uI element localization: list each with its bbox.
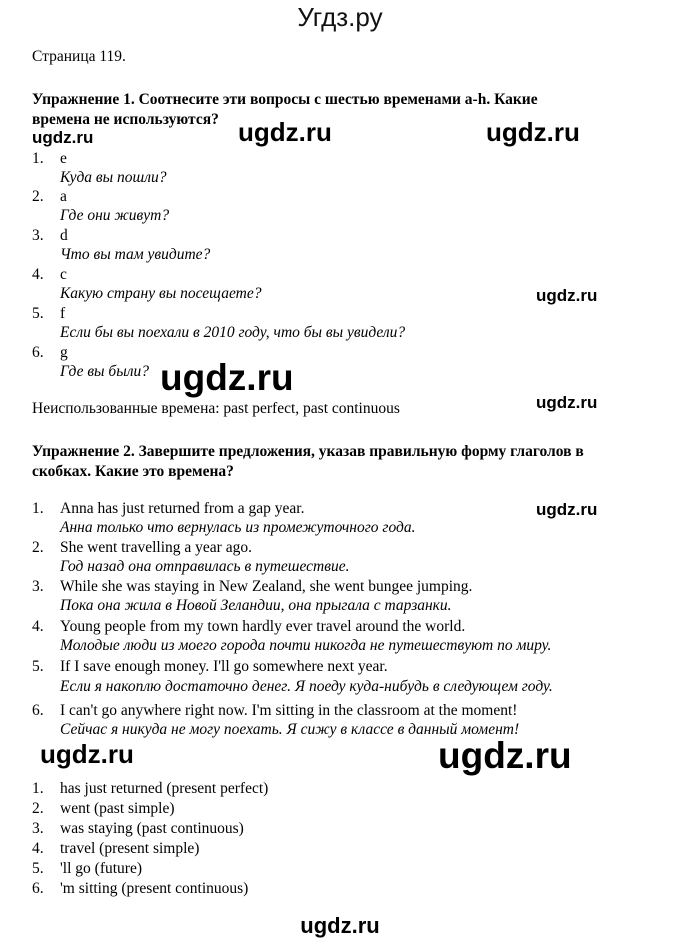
answer-text: has just returned (present perfect) bbox=[60, 780, 269, 797]
answer-num: 3. bbox=[32, 820, 44, 837]
answer-text: was staying (past continuous) bbox=[60, 820, 244, 837]
answer-num: 1. bbox=[32, 780, 44, 797]
exercise1-heading: Упражнение 1. Соотнесите эти вопросы с шестью временами a-h. Какие времена не используются? bbox=[32, 91, 538, 128]
watermark: ugdz.ru bbox=[536, 393, 598, 412]
answer-num: 5. bbox=[32, 860, 44, 877]
answer-text: went (past simple) bbox=[60, 800, 175, 817]
ex2-item-english: I can't go anywhere right now. I'm sitting in the classroom at the moment! bbox=[60, 702, 518, 719]
ex2-item-english: She went travelling a year ago. bbox=[60, 539, 252, 556]
ex1-item-answer: e bbox=[60, 150, 67, 167]
ex2-item-english: Anna has just returned from a gap year. bbox=[60, 500, 305, 517]
answer-text: 'll go (future) bbox=[60, 860, 142, 877]
ex1-item-answer: a bbox=[60, 188, 67, 205]
watermark: ugdz.ru bbox=[438, 735, 572, 776]
watermark-footer: ugdz.ru bbox=[300, 913, 380, 938]
answer-text: travel (present simple) bbox=[60, 840, 200, 857]
ex2-item-russian: Молодые люди из моего города почти никогда не путешествуют по миру. bbox=[60, 637, 552, 654]
ex2-item-num: 6. bbox=[32, 702, 44, 719]
watermark: ugdz.ru bbox=[40, 739, 134, 769]
ex2-item-num: 5. bbox=[32, 658, 44, 675]
answer-text: 'm sitting (present continuous) bbox=[60, 880, 249, 897]
ex1-item-num: 1. bbox=[32, 150, 44, 167]
answer-num: 4. bbox=[32, 840, 44, 857]
ex2-item-num: 4. bbox=[32, 618, 44, 635]
ex1-item-num: 2. bbox=[32, 188, 44, 205]
page-label: Страница 119. bbox=[32, 48, 126, 65]
ex2-item-english: Young people from my town hardly ever travel around the world. bbox=[60, 618, 466, 635]
ex1-item-answer: g bbox=[60, 344, 68, 361]
ex1-item-translation: Где вы были? bbox=[60, 363, 149, 380]
answer-num: 6. bbox=[32, 880, 44, 897]
ex1-item-translation: Если бы вы поехали в 2010 году, что бы вы увидели? bbox=[60, 324, 406, 341]
ex2-item-num: 1. bbox=[32, 500, 44, 517]
watermark: ugdz.ru bbox=[160, 357, 294, 398]
watermark: ugdz.ru bbox=[536, 500, 598, 519]
ex1-item-num: 5. bbox=[32, 305, 44, 322]
watermark: ugdz.ru bbox=[32, 128, 94, 147]
ex1-item-translation: Какую страну вы посещаете? bbox=[60, 285, 262, 302]
ex2-item-russian: Пока она жила в Новой Зеландии, она прыгала с тарзанки. bbox=[60, 597, 452, 614]
ex1-item-translation: Что вы там увидите? bbox=[60, 246, 211, 263]
ex2-item-num: 2. bbox=[32, 539, 44, 556]
ex2-item-russian: Сейчас я никуда не могу поехать. Я сижу в классе в данный момент! bbox=[60, 721, 520, 738]
ex2-item-english: If I save enough money. I'll go somewhere next year. bbox=[60, 658, 388, 675]
ex1-item-answer: f bbox=[60, 305, 66, 322]
ex1-item-num: 3. bbox=[32, 227, 44, 244]
ex1-item-answer: d bbox=[60, 227, 68, 244]
site-title[interactable]: Угдз.ру bbox=[297, 2, 383, 32]
ex1-item-num: 4. bbox=[32, 266, 44, 283]
ex2-item-russian: Анна только что вернулась из промежуточного года. bbox=[60, 519, 416, 536]
watermark: ugdz.ru bbox=[486, 117, 580, 147]
ex2-item-russian: Если я накоплю достаточно денег. Я поеду куда-нибудь в следующем году. bbox=[60, 678, 553, 695]
watermark: ugdz.ru bbox=[536, 286, 598, 305]
ex2-item-num: 3. bbox=[32, 578, 44, 595]
ex2-item-english: While she was staying in New Zealand, she went bungee jumping. bbox=[60, 578, 473, 595]
watermark: ugdz.ru bbox=[238, 117, 332, 147]
ex1-item-translation: Где они живут? bbox=[60, 207, 170, 224]
exercise2-heading: Упражнение 2. Завершите предложения, указав правильную форму глаголов в скобках. Какие это времена? bbox=[32, 443, 584, 480]
ex1-item-answer: c bbox=[60, 266, 67, 283]
ex2-item-russian: Год назад она отправилась в путешествие. bbox=[60, 558, 350, 575]
ex1-item-num: 6. bbox=[32, 344, 44, 361]
unused-tenses: Неиспользованные времена: past perfect, past continuous bbox=[32, 400, 400, 417]
answer-num: 2. bbox=[32, 800, 44, 817]
ex1-item-translation: Куда вы пошли? bbox=[60, 169, 167, 186]
